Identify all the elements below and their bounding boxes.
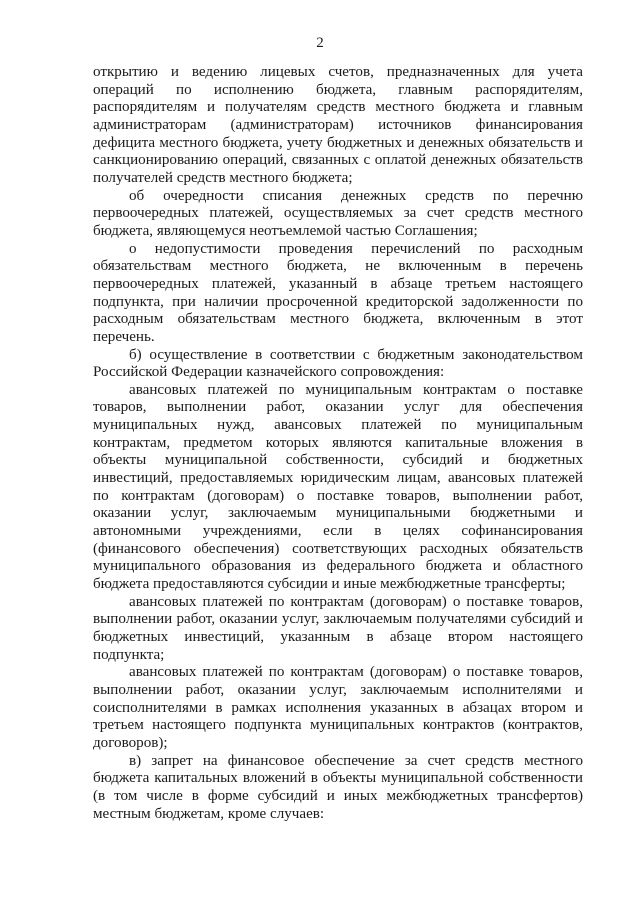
page-number: 2: [316, 35, 324, 51]
paragraph-2: об очередности списания денежных средств по перечню первоочередных платежей, осуществляемых за счет средств местного бюджета, являющемуся неотъемлемой частью Соглашения;: [93, 187, 583, 239]
paragraph-4: б) осуществление в соответствии с бюджетным законодательством Российской Федерации казначейского сопровождения:: [93, 346, 583, 381]
paragraph-3: о недопустимости проведения перечислений по расходным обязательствам местного бюджета, не включенным в перечень первоочередных платежей, указанный в абзаце третьем настоящего подпункта, при наличии просроченной кредиторской задолженности по расходным обязательствам местного бюджета, включенным в этот перечень.: [93, 240, 583, 345]
paragraph-6: авансовых платежей по контрактам (договорам) о поставке товаров, выполнении работ, оказании услуг, заключаемым получателями субсидий и бюджетных инвестиций, указанным в абзаце втором настоящего подпункта;: [93, 593, 583, 663]
paragraph-1: открытию и ведению лицевых счетов, предназначенных для учета операций по исполнению бюджета, главным распорядителям, распорядителям и получателям средств местного бюджета и главным администраторам (администраторам) источников финансирования дефицита местного бюджета, учету бюджетных и денежных обязательств и санкционированию операций, связанных с оплатой денежных обязательств получателей средств местного бюджета;: [93, 64, 583, 186]
paragraph-8: в) запрет на финансовое обеспечение за счет средств местного бюджета капитальных вложений в объекты муниципальной собственности (в том числе в форме субсидий и иных межбюджетных трансфертов) местным бюджетам, кроме случаев:: [93, 752, 583, 822]
document-body: [93, 64, 583, 823]
paragraph-7: авансовых платежей по контрактам (договорам) о поставке товаров, выполнении работ, оказании услуг, заключаемым исполнителями и соисполнителями в рамках исполнения указанных в абзацах втором и третьем настоящего подпункта муниципальных контрактов (контрактов, договоров);: [93, 664, 583, 751]
paragraph-5: авансовых платежей по муниципальным контрактам о поставке товаров, выполнении работ, оказании услуг для обеспечения муниципальных нужд, авансовых платежей по муниципальным контрактам, предметом которых являются капитальные вложения в объекты муниципальной собственности, субсидий и бюджетных инвестиций, предоставляемых юридическим лицам, авансовых платежей по контрактам (договорам) о поставке товаров, выполнении работ, оказании услуг, заключаемым муниципальными бюджетными и автономными учреждениями, если в целях софинансирования (финансового обеспечения) соответствующих расходных обязательств муниципального образования из федерального бюджета и областного бюджета предоставляются субсидии и иные межбюджетные трансферты;: [93, 381, 583, 593]
